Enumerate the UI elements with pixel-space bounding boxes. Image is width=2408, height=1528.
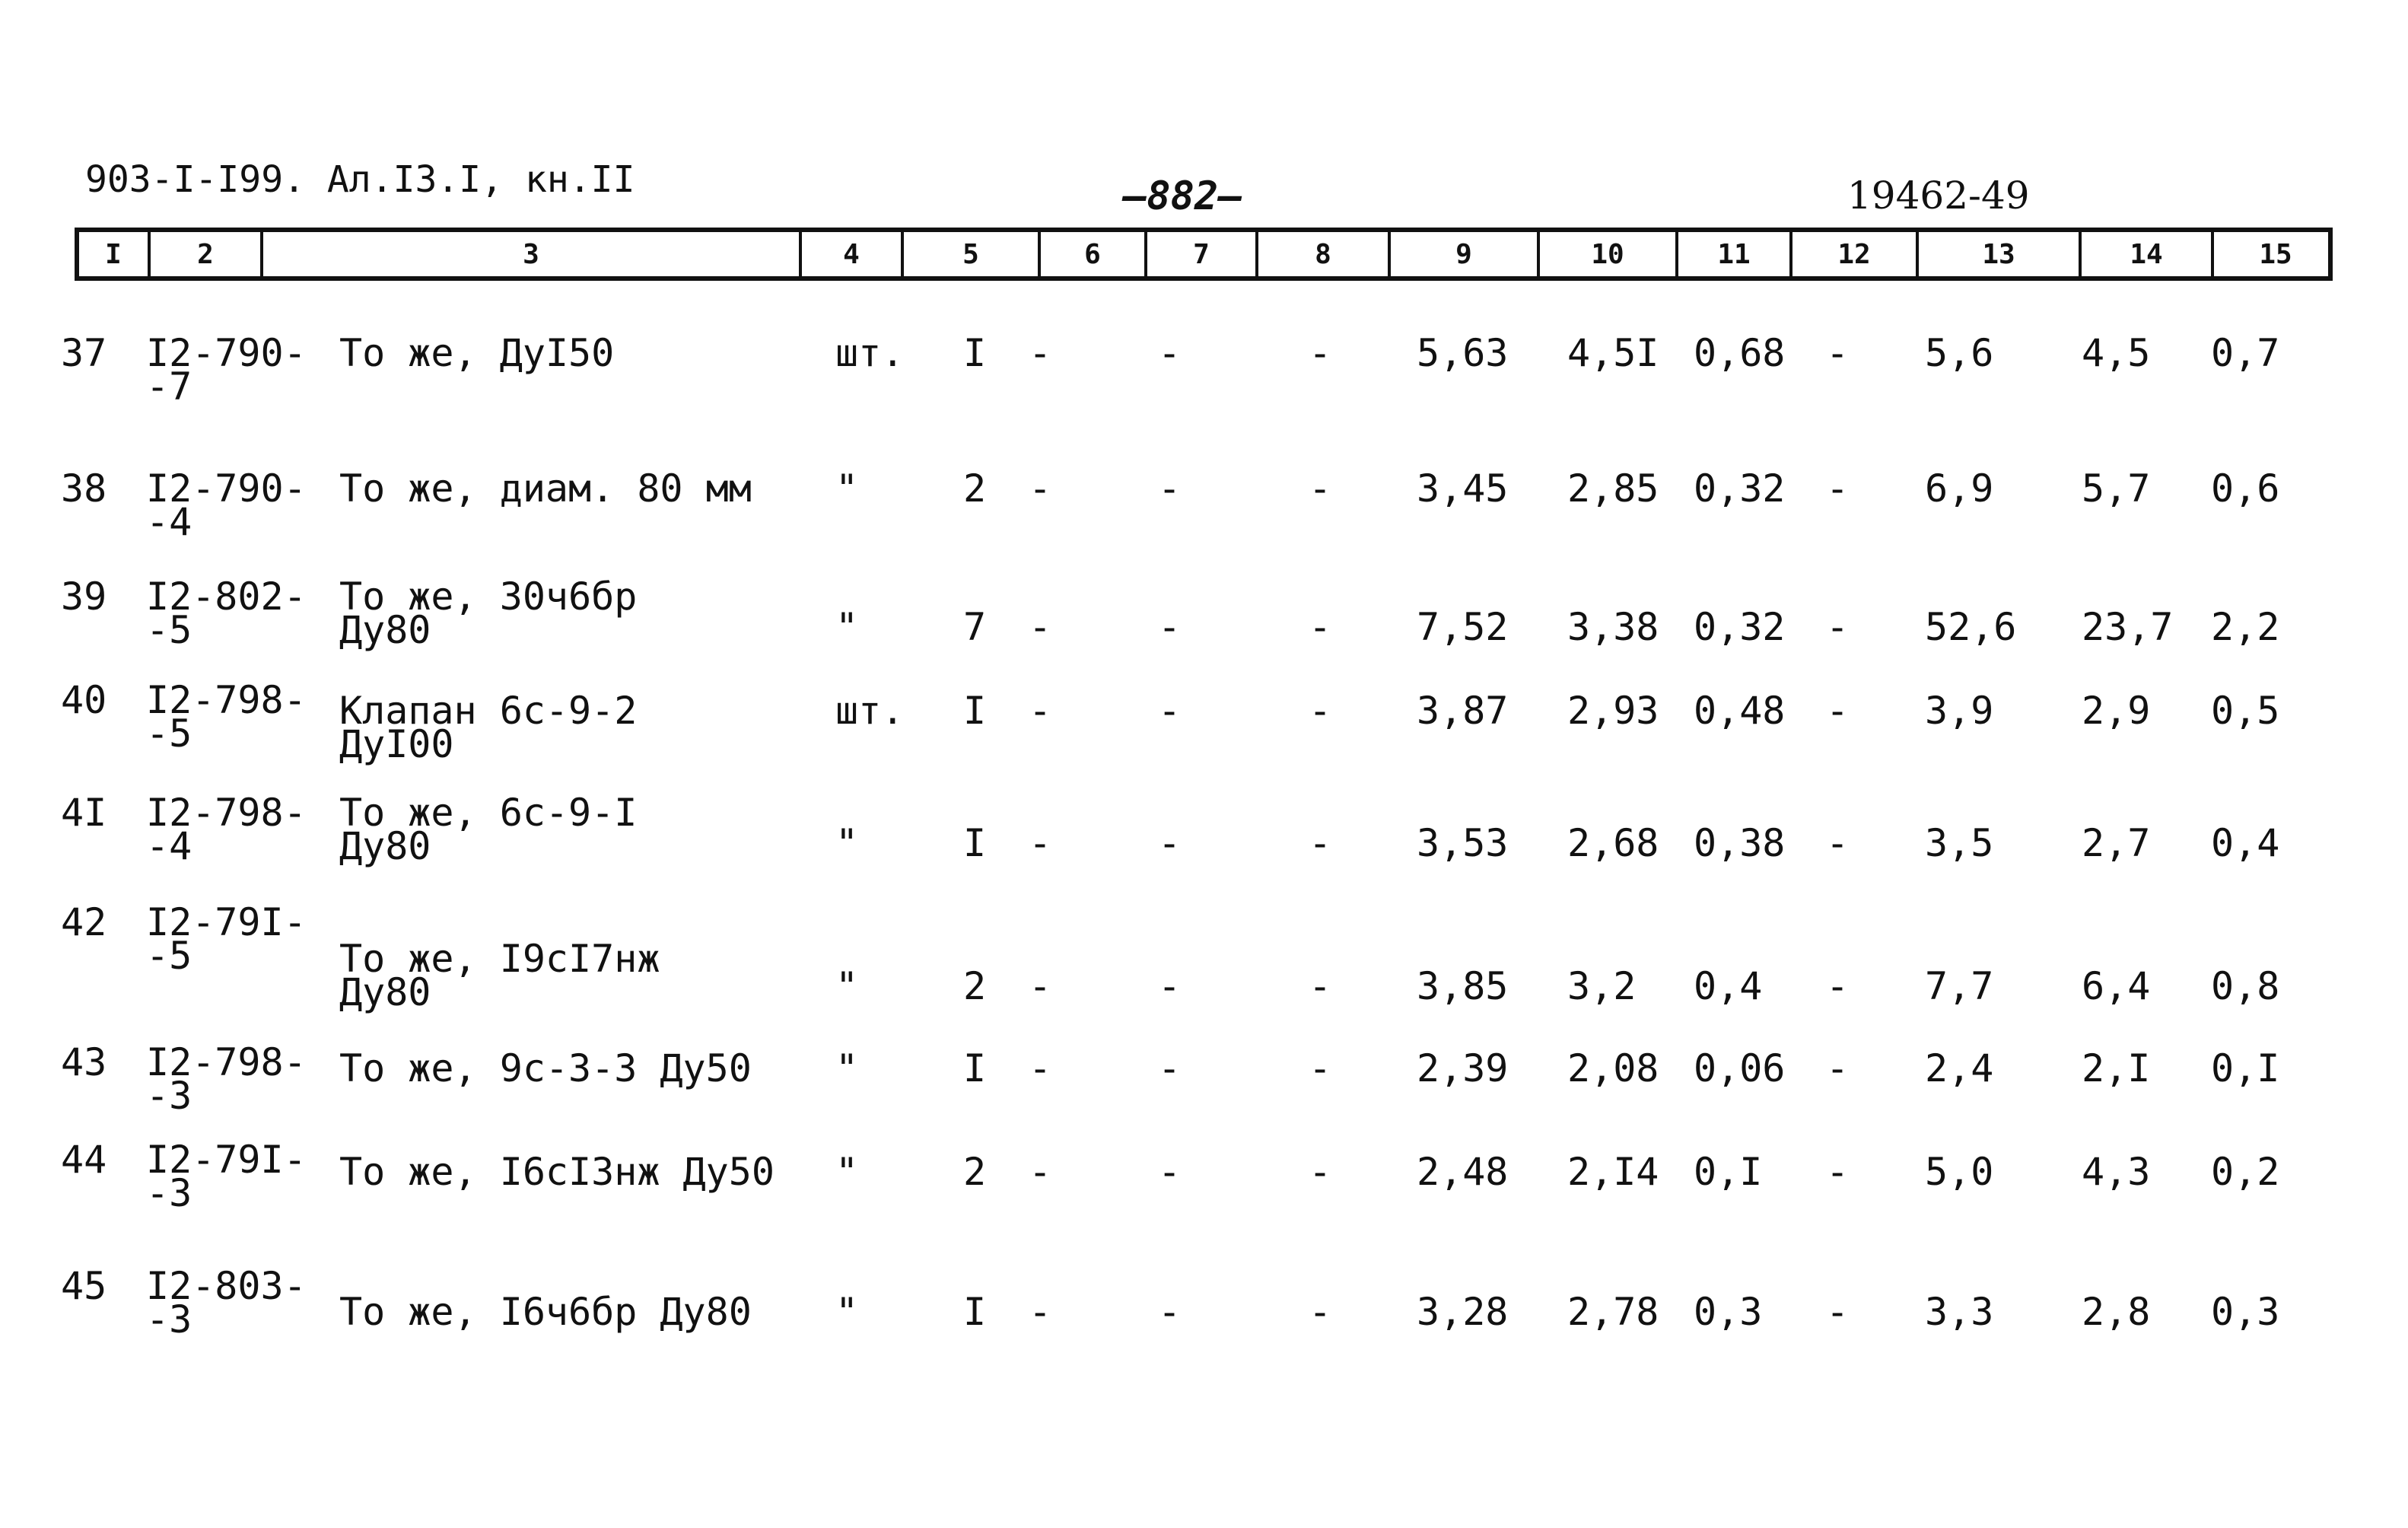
cell-code: I2-798- [146, 1040, 307, 1084]
cell-c8: - [1309, 331, 1332, 375]
cell-c10: 2,93 [1567, 689, 1659, 733]
cell-c9: 7,52 [1417, 605, 1509, 649]
cell-c6: - [1029, 466, 1052, 511]
column-header-row [75, 228, 2333, 281]
cell-c11: 0,32 [1694, 466, 1786, 511]
cell-c11: 0,68 [1694, 331, 1786, 375]
cell-c6: - [1029, 605, 1052, 649]
cell-qty: I [963, 1046, 987, 1090]
cell-c15: 0,2 [2211, 1150, 2280, 1194]
cell-c14: 23,7 [2082, 605, 2174, 649]
cell-c13: 2,4 [1925, 1046, 1994, 1090]
cell-row-number: 4I [61, 791, 107, 835]
cell-code: I2-79I- [146, 900, 307, 944]
cell-c11: 0,I [1694, 1150, 1763, 1194]
cell-c14: 2,7 [2082, 821, 2151, 865]
cell-c8: - [1309, 1150, 1332, 1194]
cell-c6: - [1029, 821, 1052, 865]
column-header-9: 9 [1391, 232, 1540, 276]
cell-name: Клапан 6с-9-2 [339, 689, 638, 733]
cell-row-number: 37 [61, 331, 107, 375]
cell-c13: 3,9 [1925, 689, 1994, 733]
column-header-5: 5 [904, 232, 1041, 276]
cell-unit: " [835, 964, 859, 1008]
cell-c14: 6,4 [2082, 964, 2151, 1008]
cell-c9: 2,48 [1417, 1150, 1509, 1194]
cell-name: То же, I6ч6бр Ду80 [339, 1290, 752, 1334]
cell-row-number: 39 [61, 575, 107, 619]
cell-c8: - [1309, 466, 1332, 511]
cell-code: -3 [146, 1074, 192, 1118]
cell-row-number: 40 [61, 678, 107, 722]
cell-c14: 2,8 [2082, 1290, 2151, 1334]
cell-c10: 3,2 [1567, 964, 1637, 1008]
cell-c12: - [1826, 605, 1850, 649]
cell-name: То же, I9сI7нж [339, 937, 660, 981]
cell-c9: 3,45 [1417, 466, 1509, 511]
cell-c13: 3,3 [1925, 1290, 1994, 1334]
column-header-11: 11 [1678, 232, 1792, 276]
cell-name: Ду80 [339, 824, 431, 868]
cell-unit: шт. [835, 689, 905, 733]
cell-code: -3 [146, 1297, 192, 1342]
cell-name: То же, ДуI50 [339, 331, 615, 375]
cell-qty: 2 [963, 466, 987, 511]
cell-unit: " [835, 1046, 859, 1090]
cell-c9: 3,85 [1417, 964, 1509, 1008]
cell-c10: 2,68 [1567, 821, 1659, 865]
cell-c10: 2,85 [1567, 466, 1659, 511]
cell-c8: - [1309, 1046, 1332, 1090]
cell-c12: - [1826, 1150, 1850, 1194]
cell-c13: 6,9 [1925, 466, 1994, 511]
cell-c14: 2,9 [2082, 689, 2151, 733]
cell-c15: 0,8 [2211, 964, 2280, 1008]
column-header-10: 10 [1540, 232, 1678, 276]
cell-c13: 52,6 [1925, 605, 2017, 649]
cell-unit: " [835, 466, 859, 511]
cell-code: -7 [146, 364, 192, 409]
cell-c6: - [1029, 331, 1052, 375]
column-header-3: 3 [263, 232, 802, 276]
cell-c11: 0,48 [1694, 689, 1786, 733]
cell-unit: шт. [835, 331, 905, 375]
column-header-8: 8 [1258, 232, 1391, 276]
cell-c10: 3,38 [1567, 605, 1659, 649]
cell-code: -4 [146, 500, 192, 544]
cell-c15: 0,6 [2211, 466, 2280, 511]
column-header-6: 6 [1041, 232, 1147, 276]
cell-c14: 4,5 [2082, 331, 2151, 375]
cell-c14: 5,7 [2082, 466, 2151, 511]
cell-c12: - [1826, 1290, 1850, 1334]
cell-c15: 0,5 [2211, 689, 2280, 733]
column-header-4: 4 [802, 232, 904, 276]
page-number: —882— [1123, 173, 1242, 219]
cell-c7: - [1158, 466, 1182, 511]
cell-c9: 2,39 [1417, 1046, 1509, 1090]
cell-c11: 0,3 [1694, 1290, 1763, 1334]
cell-code: I2-790- [146, 466, 307, 511]
cell-c14: 4,3 [2082, 1150, 2151, 1194]
cell-c13: 5,6 [1925, 331, 1994, 375]
cell-code: I2-790- [146, 331, 307, 375]
column-header-15: 15 [2259, 238, 2292, 270]
cell-unit: " [835, 605, 859, 649]
cell-code: -4 [146, 824, 192, 868]
cell-name: Ду80 [339, 970, 431, 1014]
cell-c13: 7,7 [1925, 964, 1994, 1008]
cell-c10: 2,78 [1567, 1290, 1659, 1334]
cell-c8: - [1309, 689, 1332, 733]
cell-code: -5 [146, 608, 192, 652]
cell-code: I2-79I- [146, 1138, 307, 1182]
cell-c12: - [1826, 821, 1850, 865]
cell-row-number: 42 [61, 900, 107, 944]
column-header-2: 2 [151, 232, 263, 276]
cell-c9: 5,63 [1417, 331, 1509, 375]
cell-name: То же, I6сI3нж Ду50 [339, 1150, 775, 1194]
cell-c6: - [1029, 964, 1052, 1008]
cell-c7: - [1158, 605, 1182, 649]
cell-c9: 3,28 [1417, 1290, 1509, 1334]
document-code: 903-I-I99. Ал.I3.I, кн.II [85, 158, 635, 201]
cell-c12: - [1826, 466, 1850, 511]
cell-c15: 2,2 [2211, 605, 2280, 649]
cell-c8: - [1309, 605, 1332, 649]
cell-qty: 2 [963, 964, 987, 1008]
cell-c12: - [1826, 964, 1850, 1008]
cell-name: Ду80 [339, 608, 431, 652]
cell-code: I2-802- [146, 575, 307, 619]
cell-c8: - [1309, 821, 1332, 865]
cell-c15: 0,4 [2211, 821, 2280, 865]
cell-code: -5 [146, 934, 192, 978]
cell-c8: - [1309, 964, 1332, 1008]
cell-c9: 3,87 [1417, 689, 1509, 733]
cell-name: ДуI00 [339, 722, 454, 766]
cell-c6: - [1029, 1046, 1052, 1090]
cell-row-number: 38 [61, 466, 107, 511]
cell-c12: - [1826, 689, 1850, 733]
archive-stamp: 19462-49 [1847, 173, 2030, 218]
cell-row-number: 43 [61, 1040, 107, 1084]
cell-name: То же, 9с-3-3 Ду50 [339, 1046, 752, 1090]
cell-unit: " [835, 1290, 859, 1334]
cell-name: То же, 6с-9-I [339, 791, 638, 835]
cell-c7: - [1158, 1150, 1182, 1194]
cell-c11: 0,38 [1694, 821, 1786, 865]
cell-qty: I [963, 1290, 987, 1334]
column-header-1: I [79, 232, 151, 276]
cell-code: I2-798- [146, 791, 307, 835]
cell-c7: - [1158, 1046, 1182, 1090]
cell-qty: I [963, 331, 987, 375]
cell-c7: - [1158, 689, 1182, 733]
cell-c11: 0,32 [1694, 605, 1786, 649]
cell-unit: " [835, 1150, 859, 1194]
cell-c10: 2,I4 [1567, 1150, 1659, 1194]
cell-c8: - [1309, 1290, 1332, 1334]
cell-qty: I [963, 689, 987, 733]
cell-c13: 3,5 [1925, 821, 1994, 865]
cell-unit: " [835, 821, 859, 865]
cell-qty: I [963, 821, 987, 865]
cell-code: -3 [146, 1171, 192, 1215]
cell-qty: 7 [963, 605, 987, 649]
cell-c7: - [1158, 1290, 1182, 1334]
cell-c15: 0,3 [2211, 1290, 2280, 1334]
cell-row-number: 44 [61, 1138, 107, 1182]
column-header-12: 12 [1792, 232, 1919, 276]
cell-c10: 2,08 [1567, 1046, 1659, 1090]
cell-code: -5 [146, 711, 192, 756]
cell-c13: 5,0 [1925, 1150, 1994, 1194]
cell-code: I2-798- [146, 678, 307, 722]
cell-c9: 3,53 [1417, 821, 1509, 865]
cell-c7: - [1158, 964, 1182, 1008]
cell-c11: 0,4 [1694, 964, 1763, 1008]
column-header-14: 14 [2082, 232, 2214, 276]
cell-c15: 0,7 [2211, 331, 2280, 375]
cell-c10: 4,5I [1567, 331, 1659, 375]
cell-c11: 0,06 [1694, 1046, 1786, 1090]
cell-c6: - [1029, 689, 1052, 733]
cell-c6: - [1029, 1290, 1052, 1334]
column-header-7: 7 [1147, 232, 1258, 276]
cell-qty: 2 [963, 1150, 987, 1194]
cell-c14: 2,I [2082, 1046, 2151, 1090]
cell-c12: - [1826, 1046, 1850, 1090]
column-header-13: 13 [1919, 232, 2082, 276]
cell-name: То же, 30ч6бр [339, 575, 638, 619]
cell-code: I2-803- [146, 1264, 307, 1308]
cell-name: То же, диам. 80 мм [339, 466, 752, 511]
cell-c7: - [1158, 331, 1182, 375]
cell-c12: - [1826, 331, 1850, 375]
cell-c7: - [1158, 821, 1182, 865]
cell-row-number: 45 [61, 1264, 107, 1308]
cell-c15: 0,I [2211, 1046, 2280, 1090]
cell-c6: - [1029, 1150, 1052, 1194]
